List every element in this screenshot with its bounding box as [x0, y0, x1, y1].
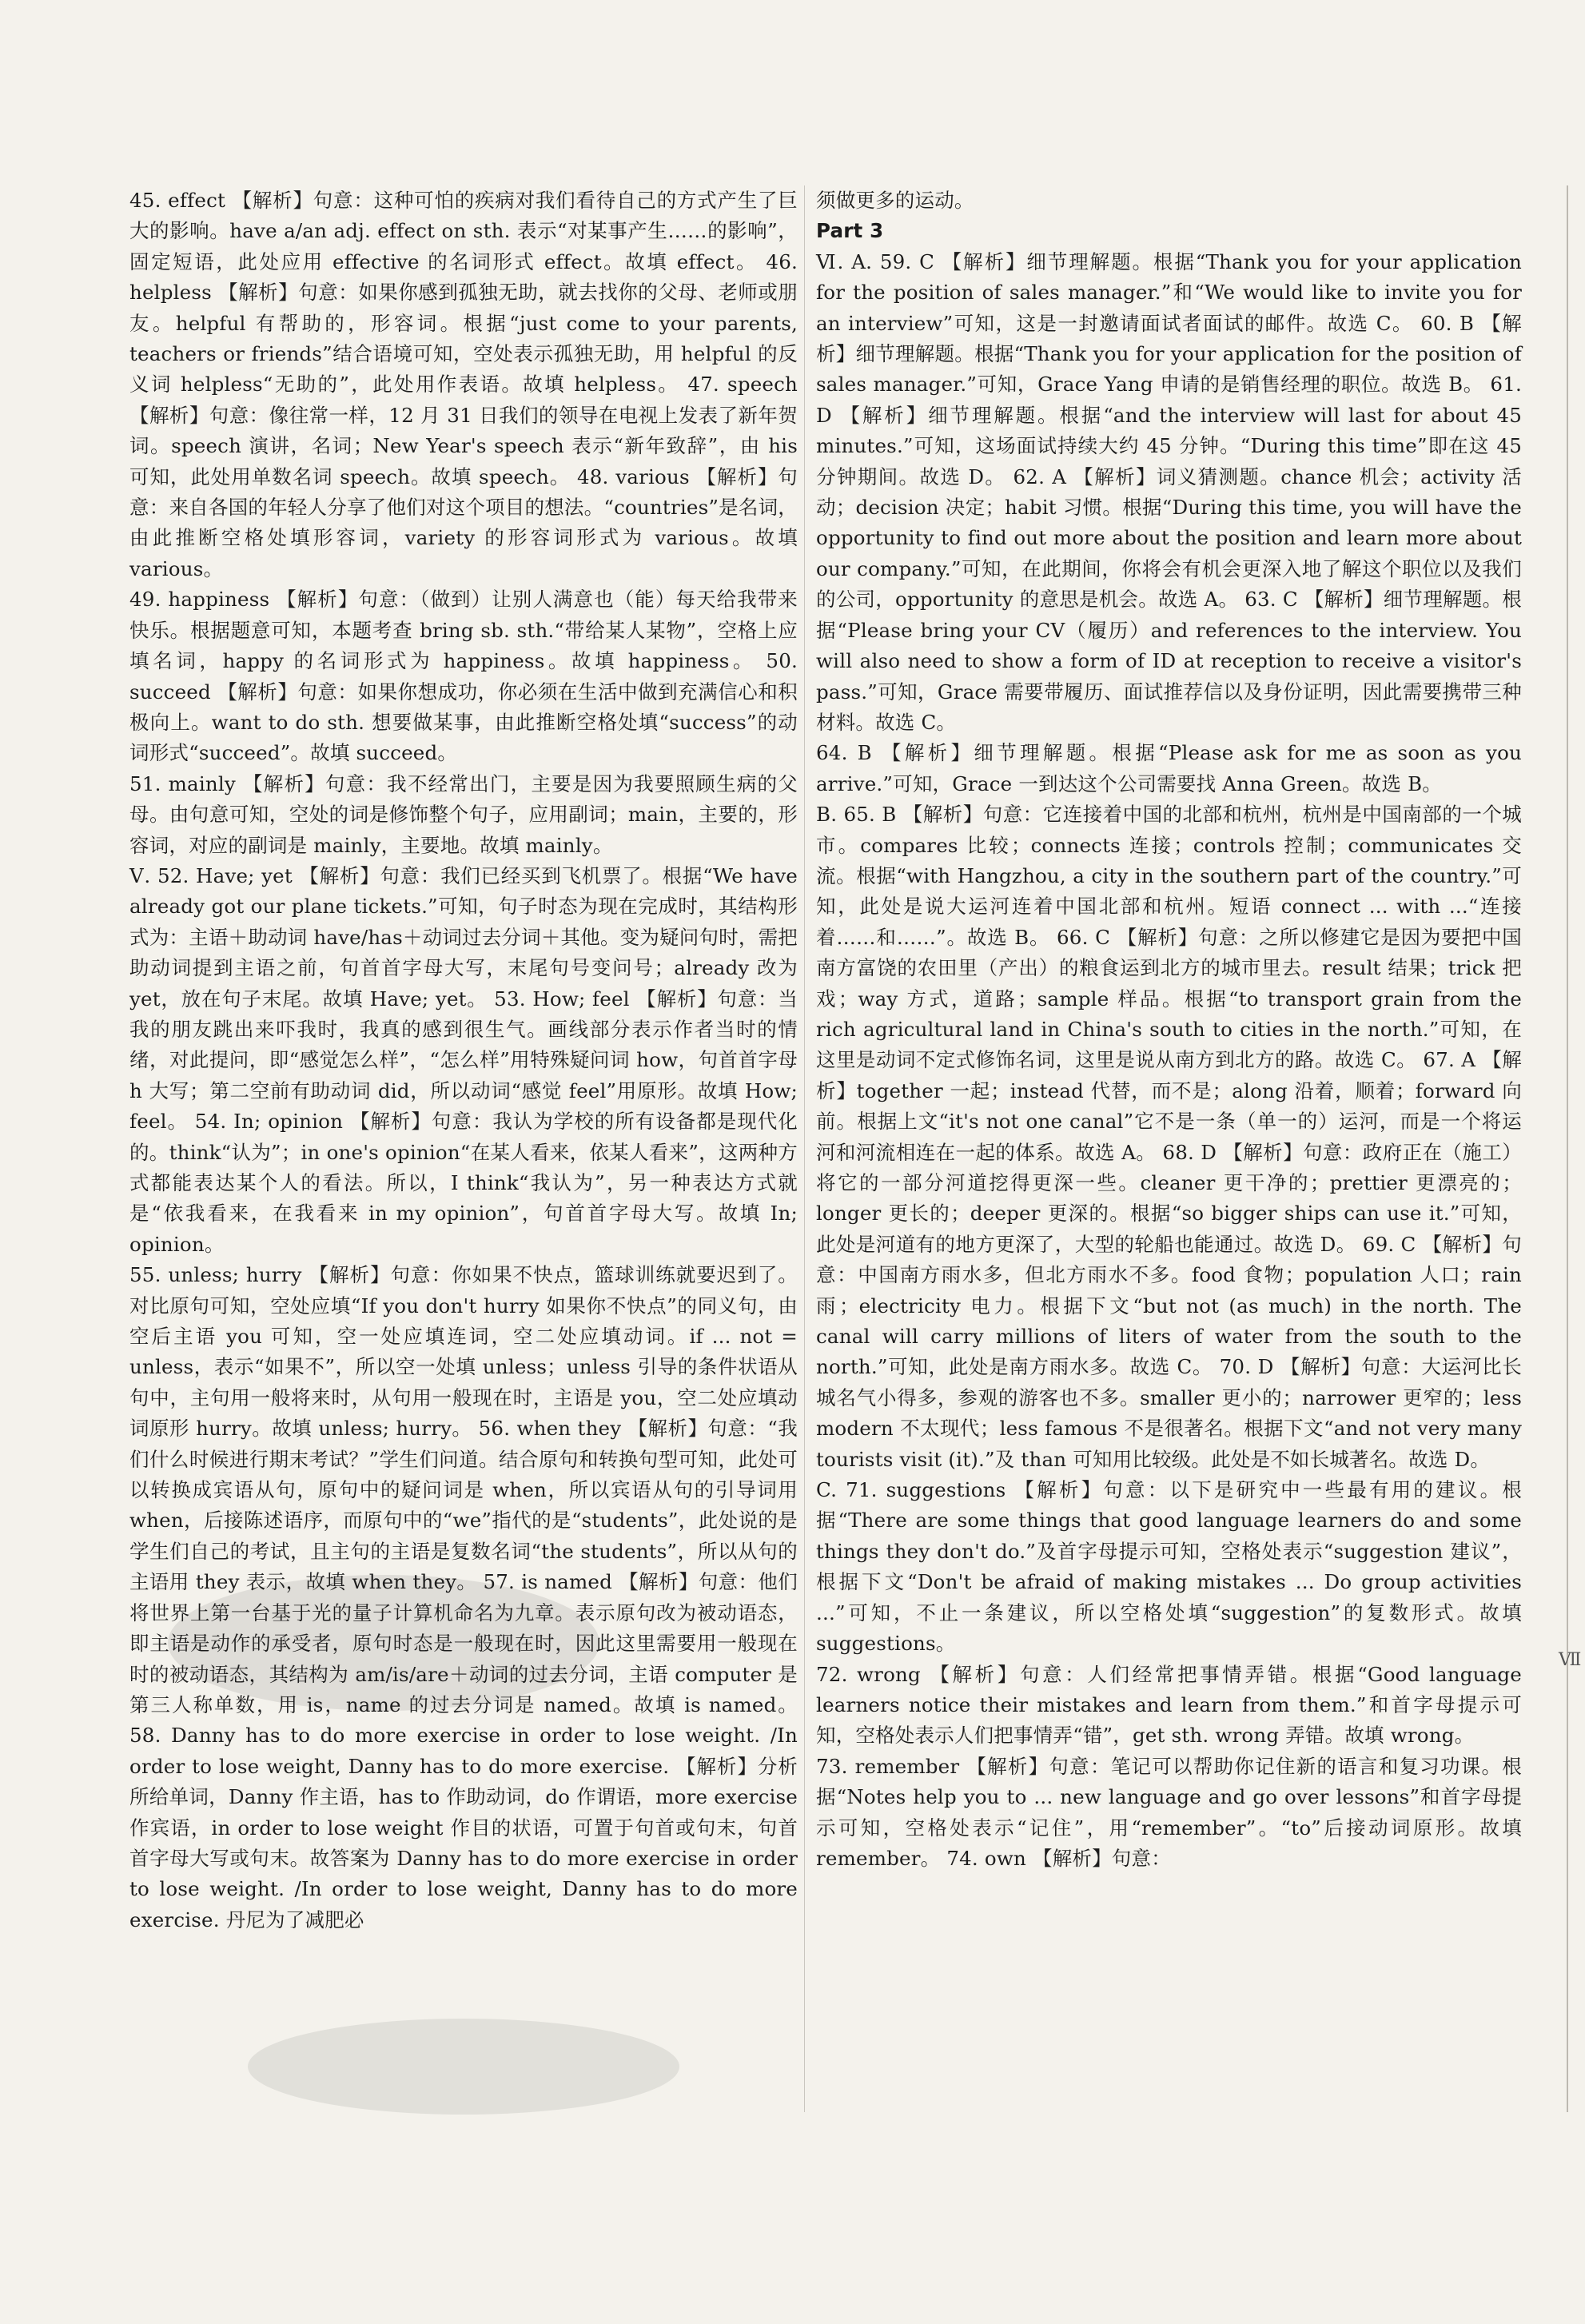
- answer-45-48: 45. effect 【解析】句意：这种可怕的疾病对我们看待自己的方式产生了巨大的影响。have a/an adj. effect on sth. 表示“对某事产生……的影响”，固定短语，此处应用 effective 的名词形式 effect。故填 effect。 46. helpless 【解析】句意：如果你感到孤独无助，就去找你的父母、老师或朋友。helpful 有帮助的，形容词。根据“just come to your parents, teachers or friends”结合语境可知，空处表示孤独无助，用 helpful 的反义词 helpless“无助的”，此处用作表语。故填 helpless。 47. speech 【解析】句意：像往常一样，12 月 31 日我们的领导在电视上发表了新年贺词。speech 演讲，名词；New Year's speech 表示“新年致辞”，由 his 可知，此处用单数名词 speech。故填 speech。 48. various 【解析】句意：来自各国的年轻人分享了他们对这个项目的想法。“countries”是名词，由此推断空格处填形容词，variety 的形容词形式为 various。故填 various。: [129, 189, 798, 580]
- answer-section-vi-a-59-63: Ⅵ. A. 59. C 【解析】细节理解题。根据“Thank you for your application for the position of sales manager.”和“We would like to invite you for an interview”可知，这是一封邀请面试者面试的邮件。故选 C。 60. B 【解析】细节理解题。根据“Thank you for your application for the position of sales manager.”可知，Grace Yang 申请的是销售经理的职位。故选 B。 61. D 【解析】细节理解题。根据“and the interview will last for about 45 minutes.”可知，这场面试持续大约 45 分钟。“During this time”即在这 45 分钟期间。故选 D。 62. A 【解析】词义猜测题。chance 机会；activity 活动；decision 决定；habit 习惯。根据“During this time, you will have the opportunity to find out more about the position and learn more about our company.”可知，在此期间，你将会有机会更深入地了解这个职位以及我们的公司，opportunity 的意思是机会。故选 A。 63. C 【解析】细节理解题。根据“Please bring your CV（履历）and references to the interview. You will also need to show a form of ID at reception to receive a visitor's pass.”可知，Grace 需要带履历、面试推荐信以及身份证明，因此需要携带三种材料。故选 C。: [816, 249, 1522, 734]
- answer-64: 64. B 【解析】细节理解题。根据“Please ask for me as soon as you arrive.”可知，Grace 一到达这个公司需要找 Anna Green。故选 B。: [816, 741, 1522, 795]
- answer-73-74: 73. remember 【解析】句意：笔记可以帮助你记住新的语言和复习功课。根据“Notes help you to ... new language and go over lessons”和首字母提示可知，空格处表示“记住”，用“remember”。“to”后接动词原形。故填 remember。 74. own 【解析】句意：: [816, 1754, 1522, 1870]
- answer-49-50: 49. happiness 【解析】句意：（做到）让别人满意也（能）每天给我带来快乐。根据题意可知，本题考查 bring sb. sth.“带给某人某物”，空格上应填名词，happy 的名词形式为 happiness。故填 happiness。 50. succeed 【解析】句意：如果你想成功，你必须在生活中做到充满信心和积极向上。want to do sth. 想要做某事，由此推断空格处填“success”的动词形式“succeed”。故填 succeed。: [129, 588, 798, 765]
- answer-51: 51. mainly 【解析】句意：我不经常出门，主要是因为我要照顾生病的父母。由句意可知，空处的词是修饰整个句子，应用副词；main，主要的，形容词，对应的副词是 mainly，主要地。故填 mainly。: [129, 771, 798, 857]
- answer-section-v-52-54: Ⅴ. 52. Have; yet 【解析】句意：我们已经买到飞机票了。根据“We have already got our plane tickets.”可知，句子时态为现在完成时，其结构形式为：主语＋助动词 have/has＋动词过去分词＋其他。变为疑问句时，需把助动词提到主语之前，句首首字母大写，末尾句号变问号；already 改为 yet，放在句子末尾。故填 Have; yet。 53. How; feel 【解析】句意：当我的朋友跳出来吓我时，我真的感到很生气。画线部分表示作者当时的情绪，对此提问，即“感觉怎么样”，“怎么样”用特殊疑问词 how，句首首字母 h 大写；第二空前有助动词 did，所以动词“感觉 feel”用原形。故填 How; feel。 54. In; opinion 【解析】句意：我认为学校的所有设备都是现代化的。think“认为”；in one's opinion“在某人看来，依某人看来”，这两种方式都能表达某个人的看法。所以，I think“我认为”，另一种表达方式就是“依我看来，在我看来 in my opinion”，句首首字母大写。故填 In; opinion。: [129, 863, 798, 1256]
- answer-72: 72. wrong 【解析】句意：人们经常把事情弄错。根据“Good language learners notice their mistakes and learn from them.”和首字母提示可知，空格处表示人们把事情弄“错”，get sth. wrong 弄错。故填 wrong。: [816, 1662, 1522, 1748]
- page-binding-line: [1567, 185, 1568, 2112]
- answer-section-c-71: C. 71. suggestions 【解析】句意：以下是研究中一些最有用的建议。根据“There are some things that good language learners do and some things they don't do.”及首字母提示可知，空格处表示“suggestion 建议”，根据下文“Don't be afraid of making mistakes ... Do group activities ...”可知，不止一条建议，所以空格处填“suggestion”的复数形式。故填 suggestions。: [816, 1478, 1522, 1656]
- column-divider: [804, 185, 805, 2112]
- answer-55-58: 55. unless; hurry 【解析】句意：你如果不快点，篮球训练就要迟到了。对比原句可知，空处应填“If you don't hurry 如果你不快点”的同义句，由空后主语 you 可知，空一处应填连词，空二处应填动词。if ... not = unless，表示“如果不”，所以空一处填 unless；unless 引导的条件状语从句中，主句用一般将来时，从句用一般现在时，主语是 you，空二处应填动词原形 hurry。故填 unless; hurry。 56. when they 【解析】句意：“我们什么时候进行期末考试？”学生们问道。结合原句和转换句型可知，此处可以转换成宾语从句，原句中的疑问词是 when，所以宾语从句的引导词用 when，后接陈述语序，而原句中的“we”指代的是“students”，此处说的是学生们自己的考试，且主句的主语是复数名词“the students”，所以从句的主语用 they 表示，故填 when they。 57. is named 【解析】句意：他们将世界上第一台基于光的量子计算机命名为九章。表示原句改为被动语态，即主语是动作的承受者，原句时态是一般现在时，因此这里需要用一般现在时的被动语态，其结构为 am/is/are＋动词的过去分词，主语 computer 是第三人称单数，用 is，name 的过去分词是 named。故填 is named。 58. Danny has to do more exercise in order to lose weight. /In order to lose weight, Danny has to do more exercise. 【解析】分析所给单词，Danny 作主语，has to 作助动词，do 作谓语，more exercise 作宾语，in order to lose weight 作目的状语，可置于句首或句末，句首首字母大写或句末。故答案为 Danny has to do more exercise in order to lose weight. /In order to lose weight, Danny has to do more exercise. 丹尼为了减肥必: [129, 1263, 798, 1931]
- answer-58-continued: 须做更多的运动。: [816, 189, 974, 212]
- margin-section-marker: Ⅶ: [1559, 1650, 1582, 1670]
- answer-section-b-65-70: B. 65. B 【解析】句意：它连接着中国的北部和杭州，杭州是中国南部的一个城市。compares 比较；connects 连接；controls 控制；communicates 交流。根据“with Hangzhou, a city in the southern part of the country.”可知，此处是说大运河连着中国北部和杭州。短语 connect ... with ...“连接着……和……”。故选 B。 66. C 【解析】句意：之所以修建它是因为要把中国南方富饶的农田里（产出）的粮食运到北方的城市里去。result 结果；trick 把戏；way 方式，道路；sample 样品。根据“to transport grain from the rich agricultural land in China's south to cities in the north.”可知，在这里是动词不定式修饰名词，这里是说从南方到北方的路。故选 C。 67. A 【解析】together 一起；instead 代替，而不是；along 沿着，顺着；forward 向前。根据上文“it's not one canal”它不是一条（单一的）运河，而是一个将运河和河流相连在一起的体系。故选 A。 68. D 【解析】句意：政府正在（施工）将它的一部分河道挖得更深一些。cleaner 更干净的；prettier 更漂亮的；longer 更长的；deeper 更深的。根据“so bigger ships can use it.”可知，此处是河道有的地方更深了，大型的轮船也能通过。故选 D。 69. C 【解析】句意：中国南方雨水多，但北方雨水不多。food 食物；population 人口；rain 雨；electricity 电力。根据下文“but not (as much) in the north. The canal will carry millions of liters of water from the south to the north.”可知，此处是南方雨水多。故选 C。 70. D 【解析】句意：大运河比长城名气小得多，参观的游客也不多。smaller 更小的；narrower 更窄的；less modern 不太现代；less famous 不是很著名。根据下文“and not very many tourists visit (it).”及 than 可知用比较级。此处是不如长城著名。故选 D。: [816, 803, 1522, 1471]
- bleed-through-smudge-bottom: [240, 2015, 687, 2119]
- right-column: [816, 185, 1522, 1874]
- left-column: [129, 185, 798, 1935]
- part-3-heading: Part 3: [816, 219, 884, 243]
